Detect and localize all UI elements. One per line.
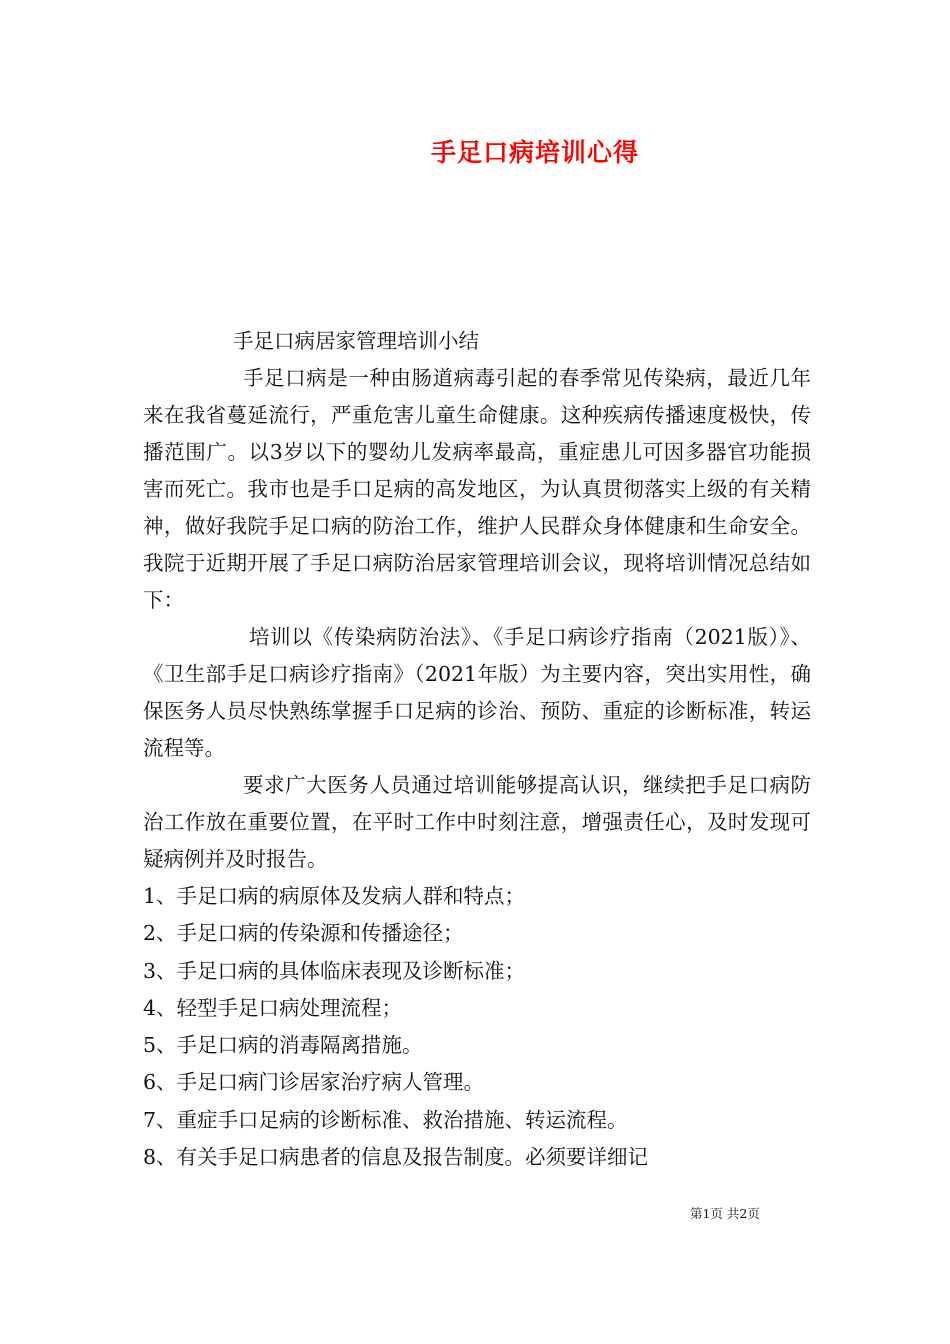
paragraph-requirements: 要求广大医务人员通过培训能够提高认识，继续把手足口病防治工作放在重要位置，在平时工作中时刻注意，增强责任心，及时发现可疑病例并及时报告。 — [143, 773, 811, 871]
list-item: 2、手足口病的传染源和传播途径； — [143, 921, 464, 946]
list-item: 5、手足口病的消毒隔离措施。 — [143, 1033, 423, 1058]
paragraph-training-content: 培训以《传染病防治法》、《手足口病诊疗指南（2021版）》、《卫生部手足口病诊疗指南》（2021年版）为主要内容，突出实用性，确保医务人员尽快熟练掌握手口足病的诊治、预防、重症的诊断标准，转运流程等。 — [143, 625, 811, 760]
document-title: 手足口病培训心得 — [430, 138, 639, 167]
list-item: 8、有关手足口病患者的信息及报告制度。必须要详细记 — [143, 1145, 649, 1170]
list-item: 3、手足口病的具体临床表现及诊断标准； — [143, 958, 526, 983]
page-number: 第1页 共2页 — [690, 1206, 760, 1221]
list-item: 1、手足口病的病原体及发病人群和特点； — [143, 884, 526, 908]
list-item: 6、手足口病门诊居家治疗病人管理。 — [143, 1070, 485, 1095]
list-item: 4、轻型手足口病处理流程； — [143, 995, 403, 1020]
list-item: 7、重症手口足病的诊断标准、救治措施、转运流程。 — [143, 1107, 628, 1132]
document-subtitle: 手足口病居家管理培训小结 — [233, 329, 479, 353]
paragraph-intro: 手足口病是一种由肠道病毒引起的春季常见传染病，最近几年来在我省蔓延流行，严重危害儿童生命健康。这种疾病传播速度极快，传播范围广。以3岁以下的婴幼儿发病率最高，重症患儿可因多器官功能损害而死亡。我市也是手口足病的高发地区，为认真贯彻落实上级的有关精神，做好我院手足口病的防治工作，维护人民群众身体健康和生命安全。我院于近期开展了手足口病防治居家管理培训会议，现将培训情况总结如下： — [143, 366, 811, 612]
document-body — [143, 323, 811, 1176]
